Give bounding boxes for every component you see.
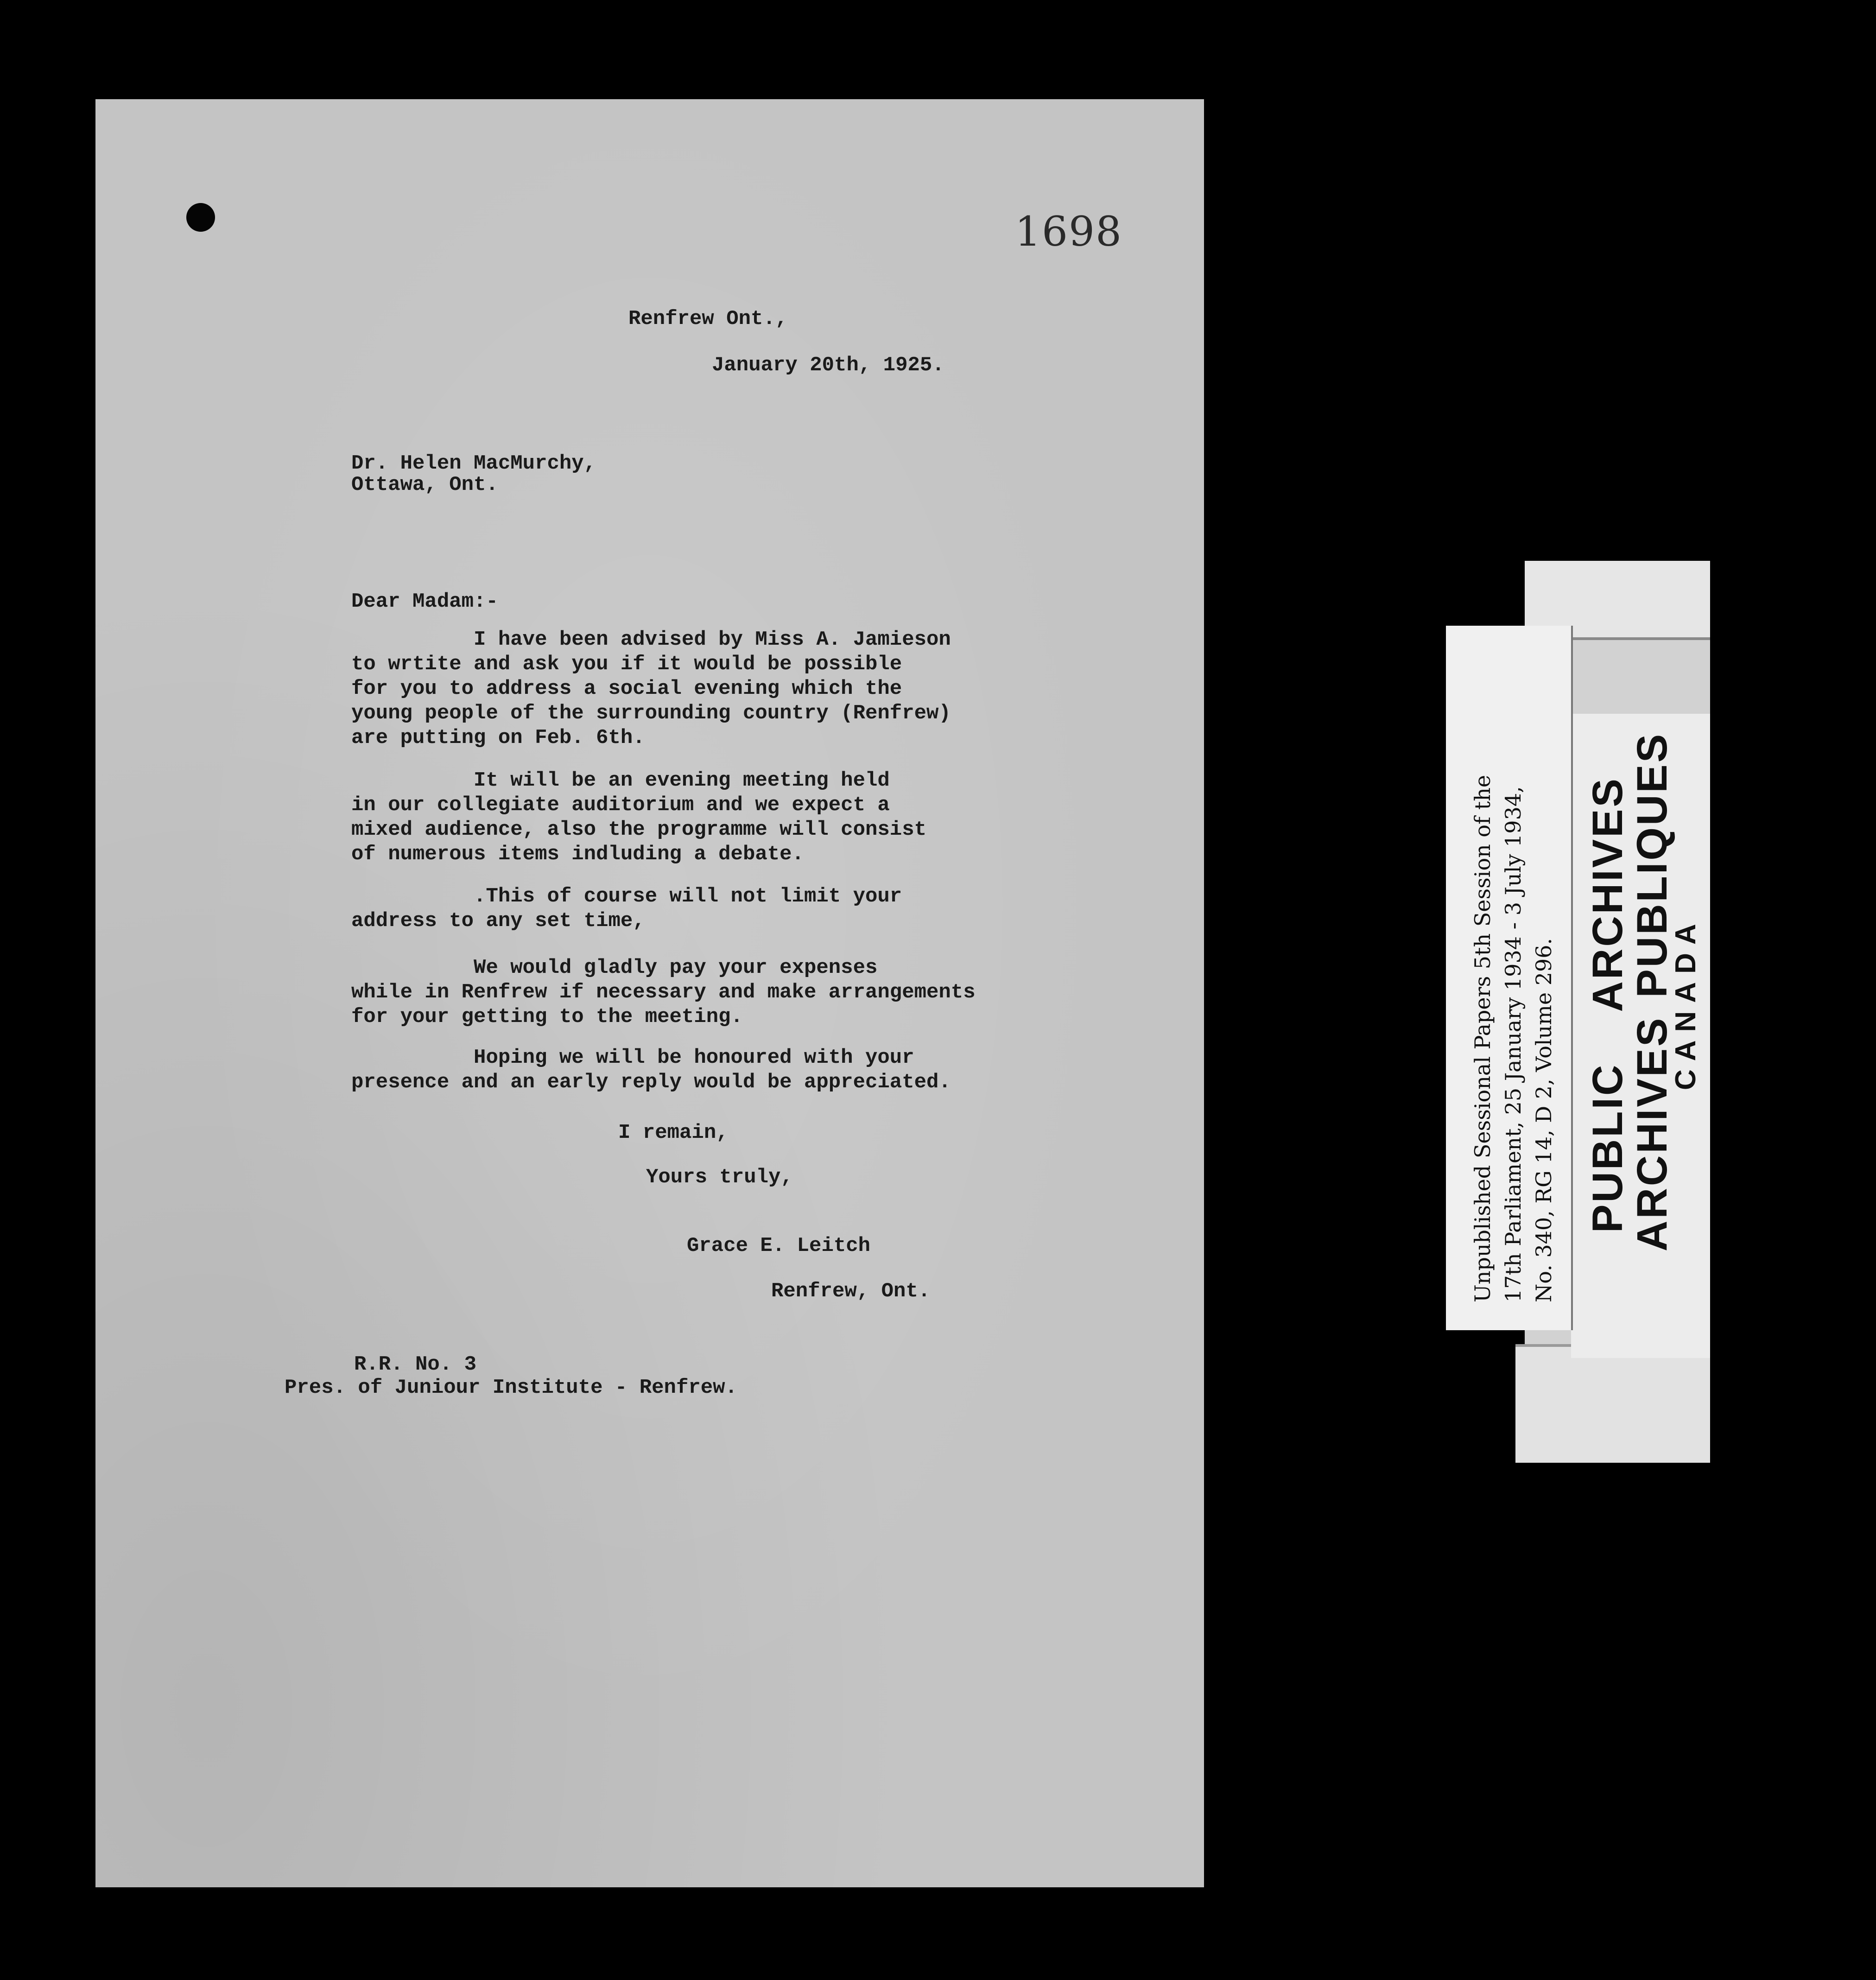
signature-place: Renfrew, Ont. — [771, 1280, 931, 1303]
signature-name: Grace E. Leitch — [687, 1234, 871, 1257]
punch-hole — [186, 203, 215, 232]
paragraph-4: We would gladly pay your expenses while in Renfrew if necessary and make arrangements for your getting to the meeting. — [351, 956, 976, 1028]
archive-stamp-english — [1582, 777, 1633, 1233]
letter-location: Renfrew Ont., — [628, 307, 788, 330]
letter-date: January 20th, 1925. — [712, 354, 944, 377]
closing-yours: Yours truly, — [646, 1166, 793, 1189]
page-number: 1698 — [1015, 208, 1122, 255]
reference-line-1: Unpublished Sessional Papers 5th Session of the — [1470, 774, 1495, 1302]
archive-label-fold-bottom — [1515, 1344, 1710, 1463]
english-word-archives: ARCHIVES — [1584, 777, 1631, 1012]
postscript-title: Pres. of Juniour Institute - Renfrew. — [285, 1376, 737, 1399]
postscript-route: R.R. No. 3 — [354, 1353, 477, 1376]
recipient-name: Dr. Helen MacMurchy, — [351, 452, 596, 475]
french-word-publiques: PUBLIQUES — [1629, 732, 1676, 998]
paragraph-5: Hoping we will be honoured with your presence and an early reply would be appreciated. — [351, 1046, 951, 1094]
paragraph-2: It will be an evening meeting held in our collegiate auditorium and we expect a mixed audience, also the programme will consist of numerous items indluding a debate. — [351, 769, 927, 866]
archive-stamp-country: CANADA — [1670, 915, 1702, 1090]
paragraph-3: .This of course will not limit your address to any set time, — [351, 885, 902, 933]
english-word-public: PUBLIC — [1584, 1063, 1631, 1233]
reference-line-3: No. 340, RG 14, D 2, Volume 296. — [1531, 938, 1556, 1302]
closing-remain: I remain, — [618, 1121, 729, 1144]
recipient-city: Ottawa, Ont. — [351, 473, 498, 496]
salutation: Dear Madam:- — [351, 590, 498, 613]
reference-line-2: 17th Parliament, 25 January 1934 - 3 July 1934, — [1501, 786, 1526, 1302]
paragraph-1: I have been advised by Miss A. Jamieson to wrtite and ask you if it would be possible for you to address a social evening which the young people of the surrounding country (Renfrew) are putting on Feb. 6th. — [351, 628, 951, 749]
french-word-archives: ARCHIVES — [1629, 1016, 1676, 1251]
